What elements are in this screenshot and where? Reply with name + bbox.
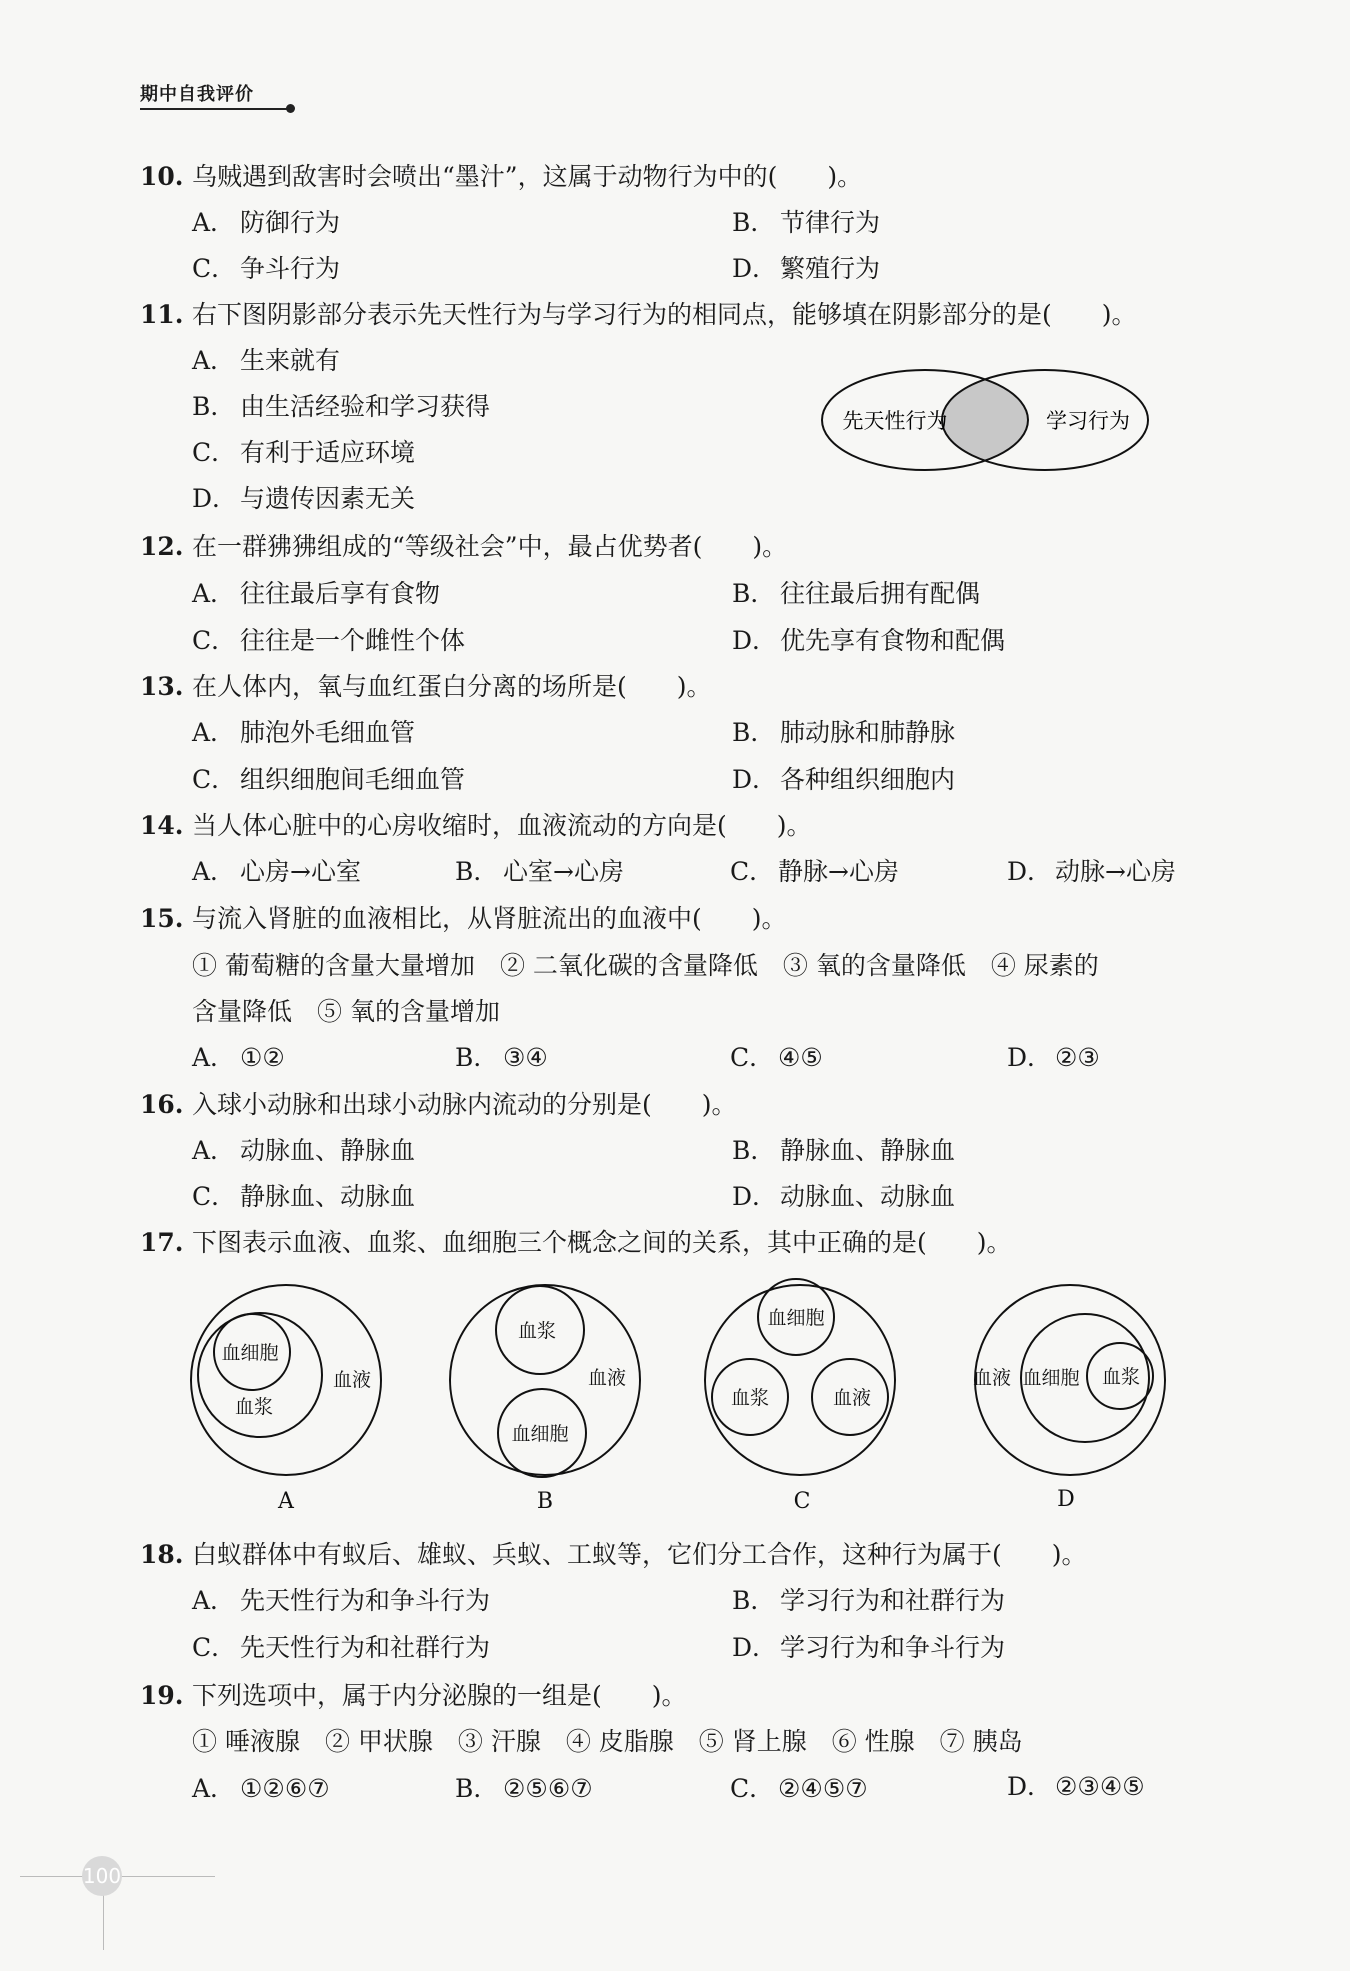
question-number: 14. [140,811,184,840]
question-text: 入球小动脉和出球小动脉内流动的分别是( )。 [192,1090,737,1119]
q15-statements-line1: ① 葡萄糖的含量大量增加 ② 二氧化碳的含量降低 ③ 氧的含量降低 ④ 尿素的 [192,951,1099,980]
fig-c-caption: C [793,1489,811,1514]
page-number: 100 [82,1856,122,1896]
question-number: 17. [140,1228,184,1257]
question-number: 13. [140,672,184,701]
header-title: 期中自我评价 [140,84,254,105]
q15-option-d[interactable]: D． ②③ [1007,1043,1100,1072]
fig-b-caption: B [536,1489,554,1514]
question-number: 19. [140,1681,184,1710]
question-15 [140,904,787,934]
question-11 [140,300,1137,330]
header [140,80,254,106]
q11-option-b[interactable]: B． 由生活经验和学习获得 [192,392,491,421]
q15-option-b[interactable]: B． ③④ [455,1043,548,1072]
question-text: 乌贼遇到敌害时会喷出“墨汁”，这属于动物行为中的( )。 [192,162,863,191]
fig-b-bottom-label: 血细胞 [511,1423,569,1445]
fig-d-middle-label: 血细胞 [1022,1367,1080,1389]
fig-b-top-label: 血浆 [517,1320,557,1342]
question-number: 11. [140,300,184,329]
q14-option-c[interactable]: C． 静脉→心房 [730,857,899,886]
header-dot [286,104,295,113]
question-18 [140,1540,1087,1570]
question-19 [140,1681,687,1711]
fig-b-outer-label: 血液 [587,1367,627,1389]
question-17 [140,1228,1012,1258]
question-number: 15. [140,904,184,933]
fig-d-outer-label: 血液 [972,1367,1012,1389]
q12-option-a[interactable]: A． 往往最后享有食物 [192,579,441,608]
fig-a-outer-label: 血液 [332,1369,372,1391]
q14-option-a[interactable]: A． 心房→心室 [192,857,361,886]
fig-c-right-label: 血液 [832,1387,872,1409]
q19-option-d[interactable]: D． ②③④⑤ [1007,1772,1145,1801]
question-14 [140,811,812,841]
fig-a-middle-circle [198,1313,322,1437]
fig-d-inner-label: 血浆 [1101,1366,1141,1388]
question-text: 与流入肾脏的血液相比，从肾脏流出的血液中( )。 [192,904,787,933]
fig-a-caption: A [278,1489,294,1514]
q12-option-b[interactable]: B． 往往最后拥有配偶 [732,579,981,608]
q12-option-d[interactable]: D． 优先享有食物和配偶 [732,626,1006,655]
q10-option-a[interactable]: A． 防御行为 [192,208,341,237]
fig-c-left-label: 血浆 [730,1387,770,1409]
q14-option-b[interactable]: B． 心室→心房 [455,857,624,886]
venn-diagram [810,355,1190,485]
q16-option-a[interactable]: A． 动脉血、静脉血 [192,1136,416,1165]
venn-left-label: 先天性行为 [842,409,948,433]
q15-option-c[interactable]: C． ④⑤ [730,1043,823,1072]
q11-option-c[interactable]: C． 有利于适应环境 [192,438,416,467]
question-10 [140,162,862,192]
q18-option-c[interactable]: C． 先天性行为和社群行为 [192,1633,491,1662]
question-number: 18. [140,1540,184,1569]
question-number: 10. [140,162,184,191]
q19-option-b[interactable]: B． ②⑤⑥⑦ [455,1774,593,1803]
question-text: 在一群狒狒组成的“等级社会”中，最占优势者( )。 [192,532,788,561]
q18-option-d[interactable]: D． 学习行为和争斗行为 [732,1633,1006,1662]
fig-a-middle-label: 血浆 [234,1396,274,1418]
q11-option-a[interactable]: A． 生来就有 [192,346,341,375]
question-number: 12. [140,532,184,561]
question-text: 在人体内，氧与血红蛋白分离的场所是( )。 [192,672,712,701]
q19-option-c[interactable]: C． ②④⑤⑦ [730,1774,868,1803]
question-text: 右下图阴影部分表示先天性行为与学习行为的相同点，能够填在阴影部分的是( )。 [192,300,1137,329]
q10-option-d[interactable]: D． 繁殖行为 [732,254,881,283]
q10-option-c[interactable]: C． 争斗行为 [192,254,341,283]
question-16 [140,1090,737,1120]
q15-statements-line2: 含量降低 ⑤ 氧的含量增加 [192,997,500,1026]
header-rule [140,108,290,110]
q13-option-c[interactable]: C． 组织细胞间毛细血管 [192,765,466,794]
q18-option-b[interactable]: B． 学习行为和社群行为 [732,1586,1006,1615]
fig-c-top-label: 血细胞 [767,1307,825,1329]
question-13 [140,672,712,702]
q10-option-b[interactable]: B． 节律行为 [732,208,881,237]
q15-option-a[interactable]: A． ①② [192,1043,285,1072]
question-text: 当人体心脏中的心房收缩时，血液流动的方向是( )。 [192,811,812,840]
q13-option-b[interactable]: B． 肺动脉和肺静脉 [732,718,956,747]
concept-circles-figure [180,1275,1200,1545]
q12-option-c[interactable]: C． 往往是一个雌性个体 [192,626,466,655]
q19-statements-line1: ① 唾液腺 ② 甲状腺 ③ 汗腺 ④ 皮脂腺 ⑤ 肾上腺 ⑥ 性腺 ⑦ 胰岛 [192,1727,1023,1756]
footer-vertical-rule [103,1890,104,1950]
q14-option-d[interactable]: D． 动脉→心房 [1007,857,1176,886]
question-12 [140,532,787,562]
question-text: 白蚁群体中有蚁后、雄蚁、兵蚁、工蚁等，它们分工合作，这种行为属于( )。 [192,1540,1087,1569]
q16-option-b[interactable]: B． 静脉血、静脉血 [732,1136,956,1165]
fig-d-caption: D [1057,1487,1075,1512]
question-number: 16. [140,1090,184,1119]
fig-a-inner-label: 血细胞 [221,1342,279,1364]
venn-right-label: 学习行为 [1046,409,1130,433]
q18-option-a[interactable]: A． 先天性行为和争斗行为 [192,1586,491,1615]
question-text: 下列选项中，属于内分泌腺的一组是( )。 [192,1681,687,1710]
q16-option-d[interactable]: D． 动脉血、动脉血 [732,1182,956,1211]
q16-option-c[interactable]: C． 静脉血、动脉血 [192,1182,416,1211]
question-text: 下图表示血液、血浆、血细胞三个概念之间的关系，其中正确的是( )。 [192,1228,1012,1257]
q13-option-d[interactable]: D． 各种组织细胞内 [732,765,956,794]
q11-option-d[interactable]: D． 与遗传因素无关 [192,484,416,513]
q13-option-a[interactable]: A． 肺泡外毛细血管 [192,718,416,747]
q19-option-a[interactable]: A． ①②⑥⑦ [192,1774,330,1803]
